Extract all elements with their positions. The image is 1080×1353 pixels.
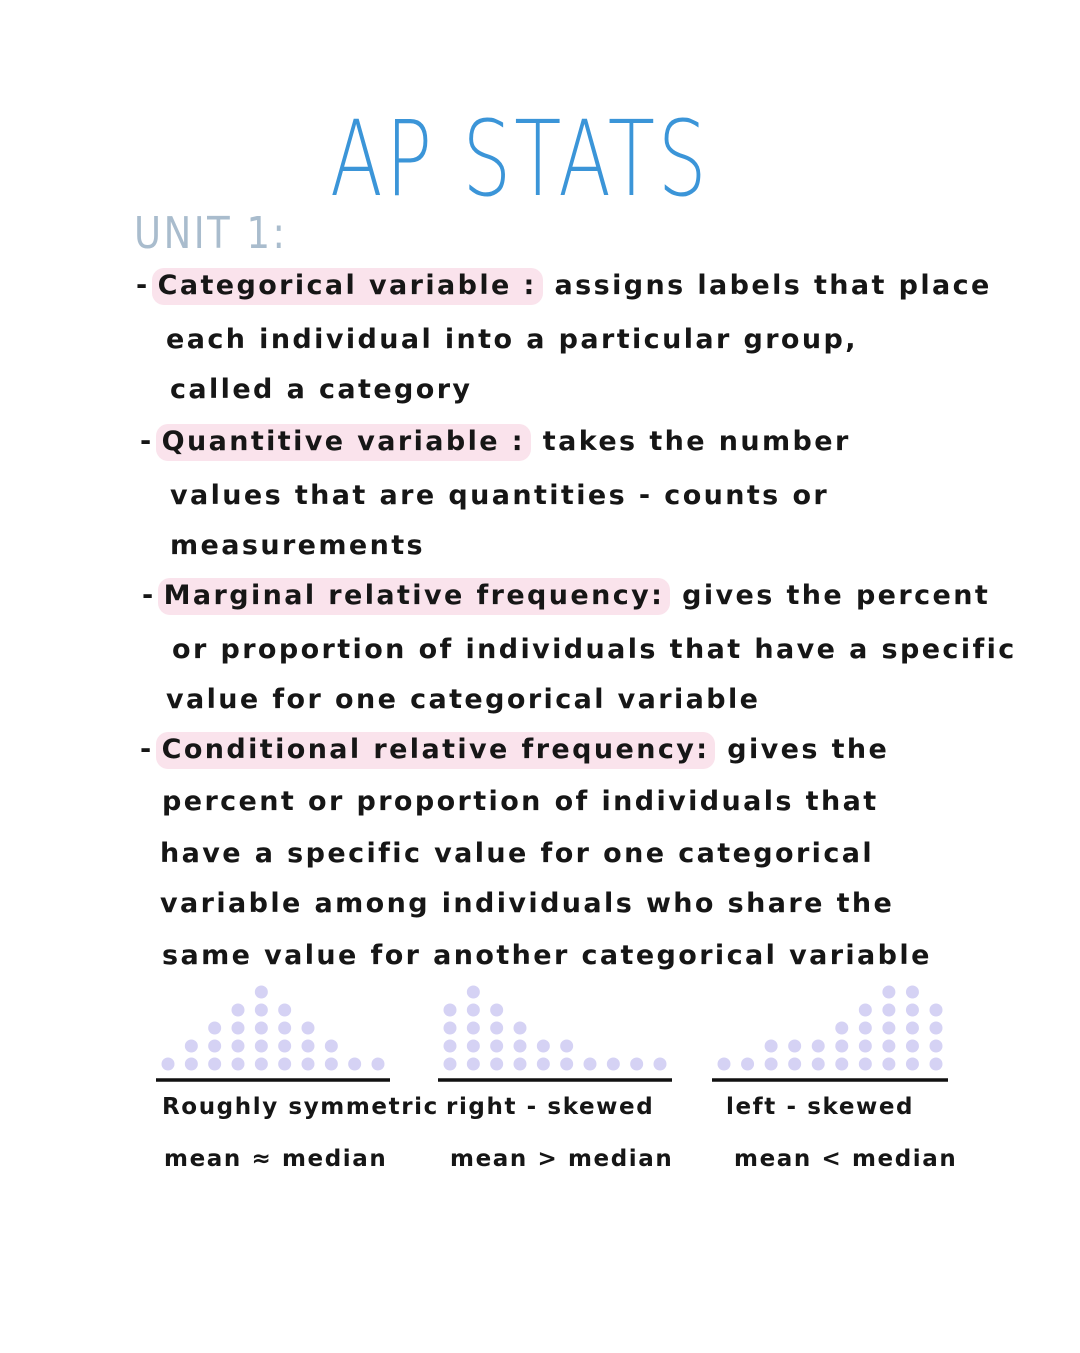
term-highlight: Categorical variable : [152, 268, 543, 305]
dot [232, 1004, 245, 1017]
dot [859, 1058, 872, 1071]
dot [490, 1004, 503, 1017]
dotplot-right-skewed-svg [438, 976, 672, 1086]
dot [490, 1022, 503, 1035]
dot [278, 1004, 291, 1017]
dot [255, 986, 268, 999]
definition-line: measurements [170, 530, 426, 561]
dot [835, 1058, 848, 1071]
dot [882, 1004, 895, 1017]
term-highlight: Quantitive variable : [156, 424, 531, 461]
definition-first-line [136, 270, 992, 301]
dot [232, 1058, 245, 1071]
dot [302, 1058, 315, 1071]
distribution-relation: mean ≈ median [164, 1146, 388, 1172]
dot [906, 1004, 919, 1017]
dot [490, 1040, 503, 1053]
dot [537, 1058, 550, 1071]
dot [765, 1040, 778, 1053]
definition-text: gives the percent [682, 580, 991, 611]
dot [467, 986, 480, 999]
definition-line: or proportion of individuals that have a specific [172, 634, 1017, 665]
dot [882, 986, 895, 999]
dot [835, 1040, 848, 1053]
dot [741, 1058, 754, 1071]
dot [185, 1040, 198, 1053]
dot [278, 1058, 291, 1071]
dotplot-symmetric [156, 976, 390, 1086]
term-highlight: Marginal relative frequency: [158, 578, 671, 615]
bullet-dash: - [136, 270, 150, 301]
dotplot-left-skewed-svg [712, 976, 948, 1086]
dot [560, 1058, 573, 1071]
dot [930, 1058, 943, 1071]
dot [255, 1058, 268, 1071]
dot [882, 1022, 895, 1035]
dot [835, 1022, 848, 1035]
distribution-name: right - skewed [446, 1094, 655, 1120]
dot [208, 1040, 221, 1053]
dot [788, 1058, 801, 1071]
definition-first-line [142, 580, 990, 611]
dot [325, 1058, 338, 1071]
dot [467, 1022, 480, 1035]
dot [185, 1058, 198, 1071]
dot [930, 1004, 943, 1017]
dot [302, 1022, 315, 1035]
dot [882, 1040, 895, 1053]
definition-text: gives the [727, 734, 890, 765]
dot [718, 1058, 731, 1071]
distribution-relation: mean < median [734, 1146, 958, 1172]
dot [162, 1058, 175, 1071]
unit-heading: UNIT 1: [134, 208, 288, 259]
dot [444, 1022, 457, 1035]
dot [812, 1040, 825, 1053]
definition-line: values that are quantities - counts or [170, 480, 830, 511]
dot [514, 1040, 527, 1053]
dot [930, 1022, 943, 1035]
distribution-name: Roughly symmetric [162, 1094, 439, 1120]
dot [560, 1040, 573, 1053]
definition-line: each individual into a particular group, [166, 324, 858, 355]
dotplot-left-skewed [712, 976, 948, 1086]
bullet-dash: - [140, 426, 154, 457]
dot [607, 1058, 620, 1071]
dot [255, 1004, 268, 1017]
definition-line: called a category [170, 374, 473, 405]
dot [348, 1058, 361, 1071]
dot [490, 1058, 503, 1071]
definition-text: assigns labels that place [554, 270, 992, 301]
dot [906, 986, 919, 999]
dot [514, 1058, 527, 1071]
dot [232, 1022, 245, 1035]
dot [255, 1040, 268, 1053]
dot [859, 1004, 872, 1017]
dot [467, 1004, 480, 1017]
dot [278, 1040, 291, 1053]
term-highlight: Conditional relative frequency: [156, 732, 716, 769]
definition-first-line [140, 734, 889, 765]
dot [859, 1022, 872, 1035]
definition-line: have a specific value for one categorical [160, 838, 875, 869]
dot [930, 1040, 943, 1053]
dot [232, 1040, 245, 1053]
distribution-name: left - skewed [726, 1094, 915, 1120]
dot [882, 1058, 895, 1071]
definition-line: value for one categorical variable [166, 684, 761, 715]
dot [765, 1058, 778, 1071]
definition-line: same value for another categorical variable [162, 940, 932, 971]
dot [208, 1022, 221, 1035]
dot [302, 1040, 315, 1053]
dot [584, 1058, 597, 1071]
dot [906, 1022, 919, 1035]
distribution-relation: mean > median [450, 1146, 674, 1172]
bullet-dash: - [142, 580, 156, 611]
dot [372, 1058, 385, 1071]
dot [859, 1040, 872, 1053]
dot [444, 1040, 457, 1053]
dot [788, 1040, 801, 1053]
dot [537, 1040, 550, 1053]
dot [467, 1058, 480, 1071]
dot [906, 1058, 919, 1071]
definition-first-line [140, 426, 851, 457]
dot [630, 1058, 643, 1071]
dotplot-right-skewed [438, 976, 672, 1086]
dotplot-symmetric-svg [156, 976, 390, 1086]
dot [208, 1058, 221, 1071]
definition-line: percent or proportion of individuals that [162, 786, 879, 817]
dot [255, 1022, 268, 1035]
dot [467, 1040, 480, 1053]
dot [444, 1058, 457, 1071]
dot [906, 1040, 919, 1053]
dot [325, 1040, 338, 1053]
definition-text: takes the number [542, 426, 851, 457]
bullet-dash: - [140, 734, 154, 765]
definition-line: variable among individuals who share the [160, 888, 895, 919]
dot [278, 1022, 291, 1035]
dot [444, 1004, 457, 1017]
dot [654, 1058, 667, 1071]
dot [812, 1058, 825, 1071]
page-title: AP STATS [330, 98, 710, 220]
dot [514, 1022, 527, 1035]
